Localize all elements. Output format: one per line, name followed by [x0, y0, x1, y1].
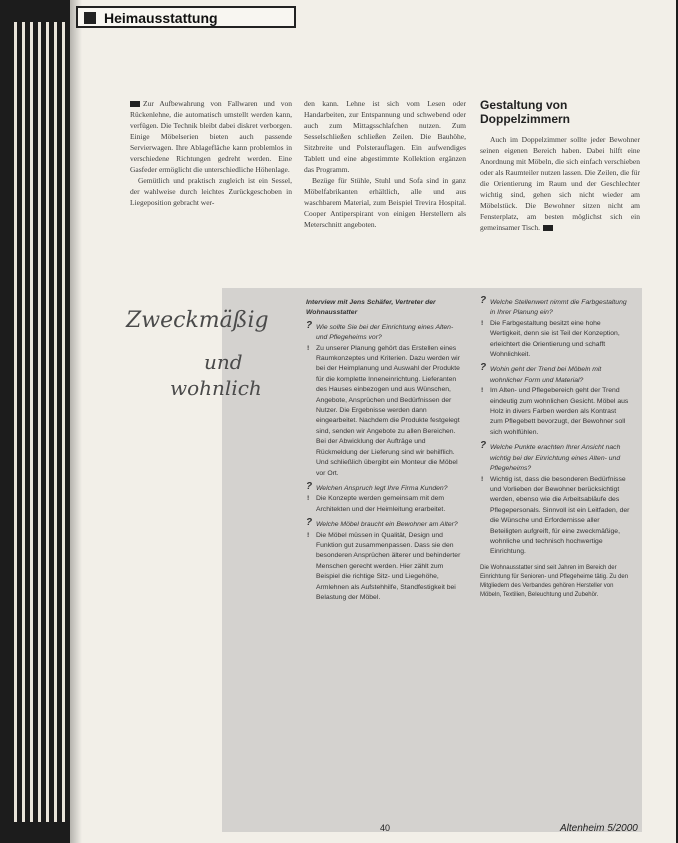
answer-mark-icon: !	[307, 495, 310, 503]
question-mark-icon: ?	[306, 319, 313, 331]
qa-pair	[306, 517, 466, 603]
qa-pair	[306, 480, 466, 515]
answer: ! Im Alten- und Pflegebereich geht der Trend eindeutig zum wohnlichen Gesicht. Möbel aus Holz in divers Farben werden als Kontrast zum Pflegebett bevorzugt, der Bewohner soll sich wohlfühlen.	[481, 387, 629, 436]
paragraph: Bezüge für Stühle, Stuhl und Sofa sind in ganz Möbelfabrikanten erhältlich, alle und aus waschbarem Material, zum Beispiel Trevira Hospital. Cooper Antiperspirant von einigen Herstellern als Meterschnitt angeboten.	[304, 176, 466, 229]
question-mark-icon: ?	[480, 295, 487, 306]
article-column-middle	[304, 98, 466, 230]
handwritten-title-line: wohnlich	[170, 376, 262, 400]
article-column-right	[480, 134, 640, 233]
qa-pair	[480, 362, 630, 438]
question: ? Welche Punkte erachten Ihrer Ansicht nach wichtig bei der Einrichtung eines Alten- und Pflegeheims?	[480, 440, 621, 473]
paragraph-bullet-icon	[130, 101, 140, 107]
answer-mark-icon: !	[481, 475, 484, 483]
qa-pair	[480, 440, 630, 557]
answer: ! Wichtig ist, dass die besonderen Bedürfnisse und Vorlieben der Bewohner berücksichtigt werden, ebenso wie die Arbeitsabläufe des Pflegepersonals. Sinnvoll ist ein Leitfaden, der die Wünsche und Erfordernisse aller Beteiligten aufgreift, für eine zweckmäßige, wohnliche und technisch hochwertige Einrichtung.	[481, 475, 630, 556]
header-mark-icon	[84, 12, 96, 24]
question-mark-icon: ?	[480, 362, 487, 374]
interview-column-right	[480, 295, 630, 600]
question: ? Welche Möbel braucht ein Bewohner am Alter?	[306, 517, 458, 529]
question: ? Wie sollte Sie bei der Einrichtung eines Alten- und Pflegeheims vor?	[306, 319, 454, 342]
question-mark-icon: ?	[480, 440, 487, 452]
handwritten-title-line: und	[204, 350, 243, 374]
question: ? Wohin geht der Trend bei Möbeln mit wohnlicher Form und Material?	[480, 362, 602, 384]
answer: ! Die Möbel müssen in Qualität, Design und Funktion gut zusammenpassen. Dass sie den besonderen Ansprüchen älterer und behinderter Menschen gerecht werden. Hier zählt zum Beispiel die richtige Sitz- und Liegehöhe, Armlehnen als Aufstehhilfe, Standfestigkeit bei Belastung der Möbel.	[307, 531, 461, 601]
answer-mark-icon: !	[307, 531, 310, 539]
footnote: Die Wohnausstatter sind seit Jahren im Bereich der Einrichtung für Senioren- und Pflegeheime tätig. Zu den Mitgliedern des Verbandes gehören Hersteller von Möbeln, Textilien, Beleuchtung und Zubehör.	[480, 564, 629, 598]
gutter-shadow	[70, 0, 82, 843]
qa-pair	[306, 319, 466, 479]
magazine-issue: Altenheim 5/2000	[560, 823, 638, 834]
question: ? Welchen Anspruch legt Ihre Firma Kunden?	[306, 480, 448, 492]
answer-mark-icon: !	[307, 344, 310, 352]
page-number: 40	[380, 823, 391, 833]
subheading: Gestaltung von Doppelzimmern	[480, 98, 571, 126]
interview-column-left	[306, 298, 466, 608]
paragraph: Gemütlich und praktisch zugleich ist ein Sessel, der wahlweise durch leichtes Zurückgeschoben in Liegeposition gebracht wer-	[130, 176, 292, 207]
answer: ! Die Konzepte werden gemeinsam mit dem Architekten und der Heimleitung erarbeitet.	[307, 495, 446, 513]
answer: ! Die Farbgestaltung besitzt eine hohe Wertigkeit, denn sie ist Teil der Konzeption, erleichtert die Orientierung und schafft Wohnlichkeit.	[481, 319, 620, 359]
paragraph: Auch im Doppelzimmer sollte jeder Bewohner seinen eigenen Bereich haben. Dabei hilft eine Anordnung mit Möbeln, die sich einfach verschieben oder als Raumteiler nutzen lassen. Die Zeilen, die für die Orientierung im Raum und der Geschlechter wichtig sind, gehen sich nicht wieder am Möbelstück. Die Bewohner sitzen nicht am Fensterplatz, am besten möglichst sich ein gemeinsamer Tisch.	[480, 135, 640, 232]
answer-mark-icon: !	[481, 387, 484, 395]
section-header	[76, 6, 296, 28]
answer: ! Zu unserer Planung gehört das Erstellen eines Raumkonzeptes und Kriterien. Dazu werden wir bei der Heimplanung und Auswahl der Produkte für die komplette Inneneinrichtung. Lieferanten des Hauses einbezogen und aus Wünschen, Angebote, Ansprüchen und Bedürfnissen der Nutzer. Die Ergebnisse werden dann eingearbeitet. Nachdem die Produkte festgelegt sind, senden wir Angebote zu allen Bereichen. Bei der Abwicklung der Aufträge und Rückmeldung der Lieferung sind wir behilflich. Und schließlich übergibt ein Monteur die Möbel vor Ort.	[307, 344, 460, 477]
paragraph: den kann. Lehne ist sich vom Lesen oder Handarbeiten, zur Entspannung und schwebend oder auch zum Mittagsschlafchen nutzen. Zum Sesselschließen schließen Zeilen. Die Bauhöhe, Sitzbreite und Polsterauflagen. Ein aufwendiges Tablett und eine abgestimmte Kollektion ergänzen das Programm.	[304, 99, 466, 174]
handwritten-title-line: Zweckmäßig	[126, 308, 269, 333]
qa-pair	[480, 295, 630, 360]
answer-mark-icon: !	[481, 319, 484, 327]
end-mark-icon	[543, 225, 553, 231]
article-column-left	[130, 98, 292, 208]
interview-intro: Interview mit Jens Schäfer, Vertreter der Wohnausstatter	[306, 299, 436, 317]
paragraph: Zur Aufbewahrung von Fallwaren und von Rückenlehne, die automatisch umstellt werden kann, verfügen. Die Technik bleibt dabei diskret verborgen. Einige Möbelserien bieten auch passende Servierwagen. Ihre Ablagefläche kann problemlos in verschiedene Richtungen gedreht werden. Eine Gasfeder ermöglicht die unterschiedliche Höhenlage.	[130, 99, 292, 174]
question-mark-icon: ?	[306, 517, 313, 529]
question: ? Welche Stellenwert nimmt die Farbgestaltung in Ihrer Planung ein?	[480, 295, 627, 317]
section-title: Heimausstattung	[104, 10, 218, 26]
question-mark-icon: ?	[306, 480, 313, 492]
